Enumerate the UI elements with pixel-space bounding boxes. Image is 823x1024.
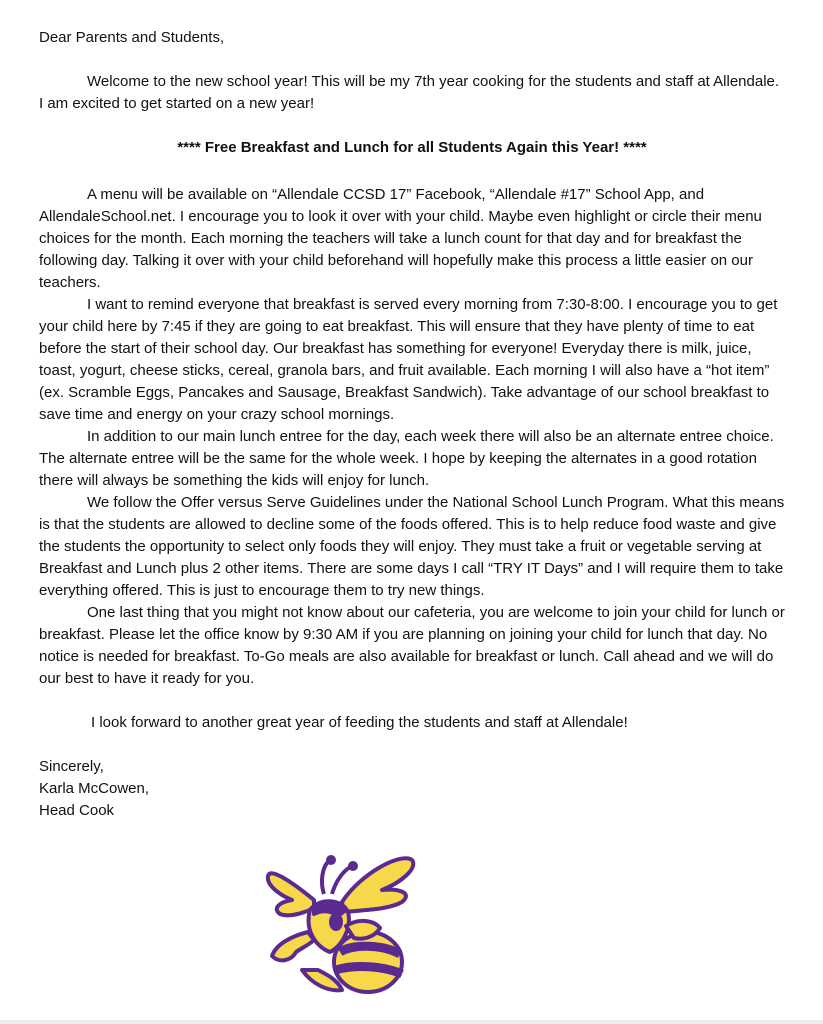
signer-name: Karla McCowen, bbox=[39, 780, 150, 797]
paragraph-menu: A menu will be available on “Allendale CCSD 17” Facebook, “Allendale #17” School App, and AllendaleSchool.net. I encourage you to look it over with your child. Maybe even highlight or circle their menu choices for the month. Each morning the teachers will take a lunch count for that day and for breakfast the following day. Talking it over with your child beforehand will hopefully make this process a little easier on our teachers. bbox=[39, 186, 762, 291]
intro-paragraph: Welcome to the new school year! This will be my 7th year cooking for the students and staff at Allendale. I am excited to get started on a new year! bbox=[39, 73, 780, 112]
paragraph-breakfast: I want to remind everyone that breakfast is served every morning from 7:30-8:00. I encourage you to get your child here by 7:45 if they are going to eat breakfast. This will ensure that they have plenty of time to eat before the start of their school day. Our breakfast has something for everyone! Everyday there is milk, juice, toast, yogurt, cheese sticks, cereal, granola bars, and fruit available. Each morning I will also have a “hot item” (ex. Scramble Eggs, Pancakes and Sausage, Breakfast Sandwich). Take advantage of our school breakfast to save time and energy on your crazy school mornings. bbox=[39, 296, 778, 423]
headline: **** Free Breakfast and Lunch for all Students Again this Year! **** bbox=[177, 139, 647, 156]
paragraph-visiting: One last thing that you might not know about our cafeteria, you are welcome to join your child for lunch or breakfast. Please let the office know by 9:30 AM if you are planning on joining your child for lunch that day. No notice is needed for breakfast. To-Go meals are also available for breakfast or lunch. Call ahead and we will do our best to have it ready for you. bbox=[39, 604, 785, 687]
paragraph-offer-versus-serve: We follow the Offer versus Serve Guidelines under the National School Lunch Program. What this means is that the students are allowed to decline some of the foods offered. This is to help reduce food waste and give the students the opportunity to select only foods they will enjoy. They must take a fruit or vegetable serving at Breakfast and Lunch plus 2 other items. There are some days I call “TRY IT Days” and I will require them to take everything offered. This is just to encourage them to try new things. bbox=[39, 494, 785, 599]
closing-line: I look forward to another great year of feeding the students and staff at Allendale! bbox=[91, 714, 628, 731]
hornet-logo bbox=[262, 852, 418, 998]
salutation: Dear Parents and Students, bbox=[39, 29, 225, 46]
signer-title: Head Cook bbox=[39, 802, 115, 819]
signoff: Sincerely, bbox=[39, 758, 104, 775]
paragraph-alternate-entree: In addition to our main lunch entree for the day, each week there will also be an alternate entree choice. The alternate entree will be the same for the whole week. I hope by keeping the alternates in a good rotation there will always be something the kids will enjoy for lunch. bbox=[39, 428, 774, 489]
letter bbox=[39, 27, 785, 822]
page-bottom-divider bbox=[0, 1020, 823, 1024]
